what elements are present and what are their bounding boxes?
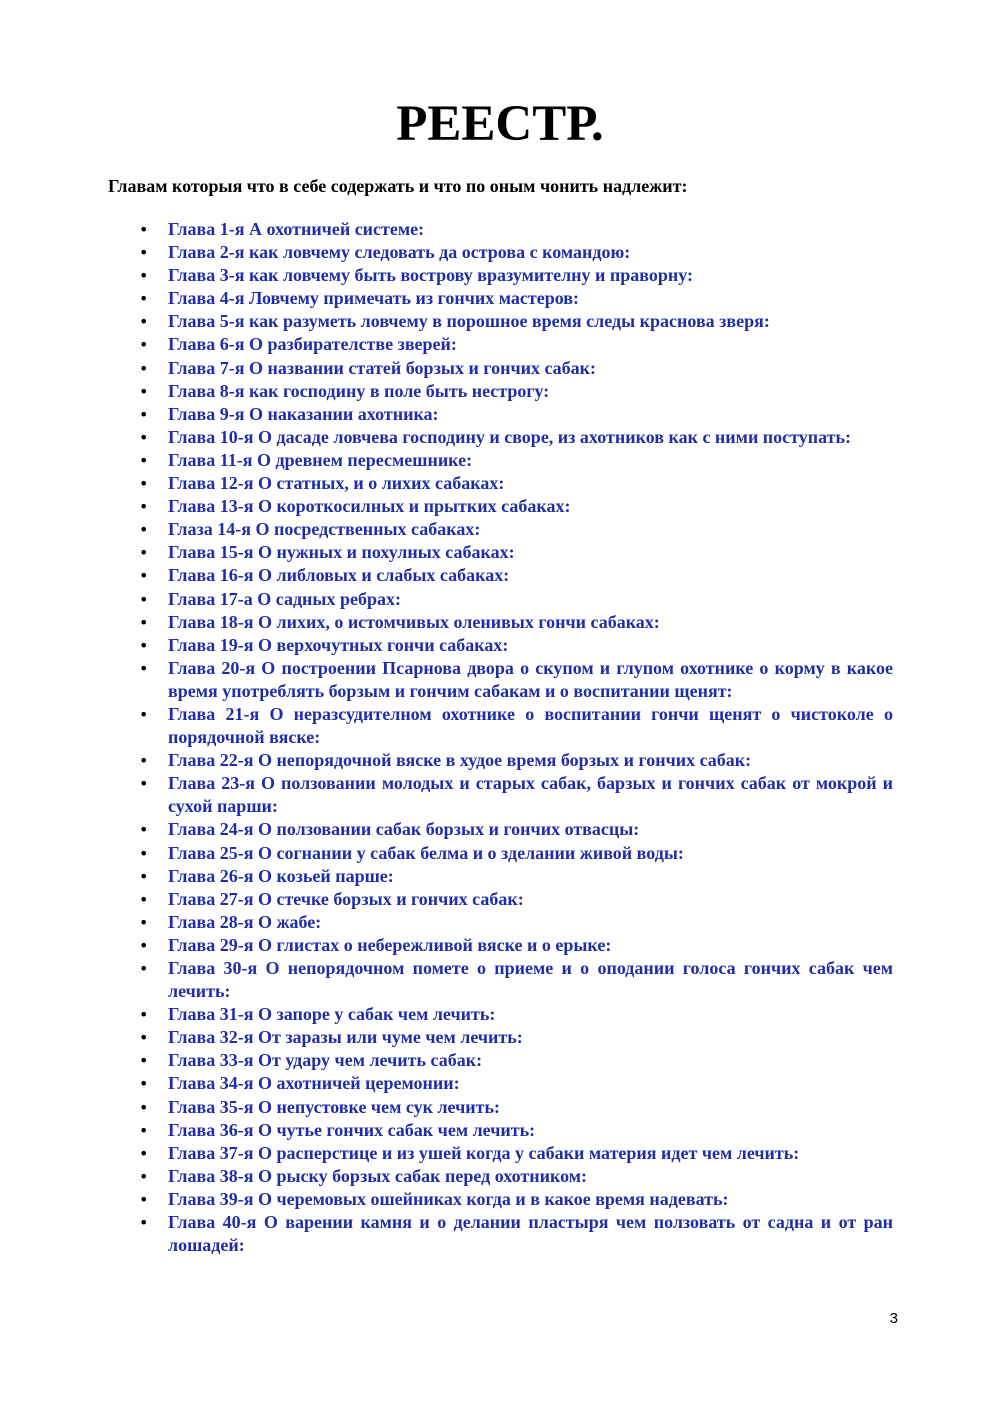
- chapter-label: Глава 15-я О нужных и похулных сабаках:: [168, 542, 515, 563]
- bullet-icon: •: [139, 427, 149, 447]
- registry-subtitle: Главам которыя что в себе содержать и что по оным чонить надлежит:: [108, 176, 688, 196]
- chapter-label: Глава 23-я О ползовании молодых и старых сабак, барзых и гончих сабак от мокрой и сухой парши:: [168, 773, 893, 817]
- chapter-item: [0, 911, 893, 934]
- chapter-item: [0, 287, 893, 310]
- bullet-icon: •: [139, 1189, 149, 1209]
- chapter-label: Глава 24-я О ползовании сабак борзых и гончих отвасцы:: [168, 819, 640, 840]
- chapter-item: [0, 1165, 893, 1188]
- bullet-icon: •: [139, 381, 149, 401]
- chapter-label: Глава 4-я Ловчему примечать из гончих мастеров:: [168, 288, 579, 309]
- chapter-label: Глава 37-я О расперстице и из ушей когда у сабаки материя идет чем лечить:: [168, 1142, 800, 1163]
- chapter-item: [0, 703, 893, 749]
- chapter-label: Глава 7-я О названии статей борзых и гончих сабак:: [168, 357, 597, 378]
- chapter-item: [0, 1188, 893, 1211]
- bullet-icon: •: [139, 635, 149, 655]
- chapter-item: [0, 842, 893, 865]
- chapter-item: [0, 1119, 893, 1142]
- chapter-item: [0, 818, 893, 841]
- bullet-icon: •: [139, 1051, 149, 1071]
- chapter-item: [0, 472, 893, 495]
- bullet-icon: •: [139, 474, 149, 494]
- bullet-icon: •: [139, 959, 149, 978]
- chapter-item: [0, 218, 893, 241]
- bullet-icon: •: [139, 843, 149, 863]
- chapter-item: [0, 1003, 893, 1026]
- chapter-list: [0, 218, 1000, 1257]
- chapter-label: Глава 9-я О наказании ахотника:: [168, 403, 439, 424]
- bullet-icon: •: [139, 1028, 149, 1048]
- bullet-icon: •: [139, 658, 149, 678]
- bullet-icon: •: [139, 1166, 149, 1186]
- chapter-item: [0, 588, 893, 611]
- chapter-label: Глава 19-я О верхочутных гончи сабаках:: [168, 634, 509, 655]
- chapter-item: [0, 564, 893, 587]
- chapter-label: Глава 16-я О либловых и слабых сабаках:: [168, 565, 510, 586]
- bullet-icon: •: [139, 566, 149, 586]
- bullet-icon: •: [139, 935, 149, 955]
- chapter-item: [0, 934, 893, 957]
- chapter-label: Глава 11-я О древнем пересмешнике:: [168, 449, 473, 470]
- bullet-icon: •: [139, 866, 149, 886]
- chapter-label: Глава 6-я О разбирателстве зверей:: [168, 334, 457, 355]
- chapter-label: Глава 30-я О непорядочном помете о приеме и о оподании голоса гончих сабак чем лечить:: [168, 958, 893, 1002]
- chapter-label: Глава 39-я О черемовых ошейниках когда и в какое время надевать:: [168, 1188, 729, 1209]
- page-number: 3: [889, 1310, 898, 1327]
- chapter-item: [0, 241, 893, 264]
- chapter-item: [0, 657, 893, 703]
- chapter-item: [0, 611, 893, 634]
- chapter-item: [0, 1026, 893, 1049]
- bullet-icon: •: [139, 912, 149, 932]
- chapter-item: [0, 1072, 893, 1095]
- chapter-label: Глава 31-я О запоре у сабак чем лечить:: [168, 1004, 496, 1025]
- chapter-item: [0, 541, 893, 564]
- chapter-label: Глава 36-я О чутье гончих сабак чем лечить:: [168, 1119, 536, 1140]
- chapter-item: [0, 333, 893, 356]
- bullet-icon: •: [139, 358, 149, 378]
- chapter-label: Глава 2-я как ловчему следовать да острова с командою:: [168, 242, 631, 263]
- bullet-icon: •: [139, 220, 149, 239]
- chapter-label: Глаза 14-я О посредственных сабаках:: [168, 519, 481, 540]
- bullet-icon: •: [139, 1120, 149, 1140]
- bullet-icon: •: [139, 243, 149, 263]
- chapter-label: Глава 26-я О козьей парше:: [168, 865, 394, 886]
- chapter-item: [0, 403, 893, 426]
- chapter-item: [0, 865, 893, 888]
- chapter-label: Глава 17-а О садных ребрах:: [168, 588, 401, 609]
- chapter-item: [0, 264, 893, 287]
- chapter-item: [0, 495, 893, 518]
- bullet-icon: •: [139, 543, 149, 563]
- bullet-icon: •: [139, 1097, 149, 1117]
- chapter-label: Глава 12-я О статных, и о лихих сабаках:: [168, 473, 505, 494]
- chapter-label: Глава 38-я О рыску борзых сабак перед охотником:: [168, 1165, 587, 1186]
- chapter-label: Глава 13-я О короткосилных и прытких сабаках:: [168, 496, 571, 517]
- chapter-label: Глава 40-я О варении камня и о делании пластыря чем ползовать от садна и от ран лошадей:: [168, 1212, 893, 1256]
- chapter-item: [0, 772, 893, 818]
- chapter-label: Глава 3-я как ловчему быть вострову вразумителну и праворну:: [168, 265, 694, 286]
- bullet-icon: •: [139, 704, 149, 724]
- page-title: РЕЕСТР.: [396, 96, 604, 152]
- chapter-label: Глава 22-я О непорядочной вяске в худое время борзых и гончих сабак:: [168, 750, 752, 771]
- bullet-icon: •: [139, 497, 149, 517]
- chapter-item: [0, 357, 893, 380]
- bullet-icon: •: [139, 520, 149, 540]
- chapter-label: Глава 35-я О непустовке чем сук лечить:: [168, 1096, 500, 1117]
- bullet-icon: •: [139, 589, 149, 609]
- chapter-label: Глава 1-я А охотничей системе:: [168, 219, 425, 239]
- chapter-item: [0, 380, 893, 403]
- chapter-label: Глава 32-я От заразы или чуме чем лечить:: [168, 1027, 523, 1048]
- bullet-icon: •: [139, 266, 149, 286]
- chapter-item: [0, 1096, 893, 1119]
- bullet-icon: •: [139, 450, 149, 470]
- chapter-item: [0, 310, 893, 333]
- chapter-label: Глава 5-я как разуметь ловчему в порошное время следы краснова зверя:: [168, 311, 770, 332]
- chapter-item: [0, 1142, 893, 1165]
- chapter-label: Глава 20-я О построении Псарнова двора о скупом и глупом охотнике о корму в какое время употреблять борзым и гончим сабакам и о воспитании щенят:: [168, 657, 893, 701]
- chapter-label: Глава 10-я О дасаде ловчева господину и своре, из ахотников как с ними поступать:: [168, 426, 852, 447]
- bullet-icon: •: [139, 404, 149, 424]
- bullet-icon: •: [139, 820, 149, 840]
- bullet-icon: •: [139, 1143, 149, 1163]
- chapter-item: [0, 957, 893, 1003]
- chapter-label: Глава 29-я О глистах о небережливой вяске и о ерыке:: [168, 934, 612, 955]
- bullet-icon: •: [139, 1074, 149, 1094]
- chapter-item: [0, 888, 893, 911]
- bullet-icon: •: [139, 751, 149, 771]
- chapter-label: Глава 8-я как господину в поле быть нестрогу:: [168, 380, 550, 401]
- chapter-label: Глава 28-я О жабе:: [168, 911, 322, 932]
- chapter-label: Глава 34-я О ахотничей церемонии:: [168, 1073, 460, 1094]
- chapter-label: Глава 18-я О лихих, о истомчивых оленивых гончи сабаках:: [168, 611, 660, 632]
- chapter-item: [0, 634, 893, 657]
- bullet-icon: •: [139, 312, 149, 332]
- chapter-label: Глава 33-я От удару чем лечить сабак:: [168, 1050, 483, 1071]
- chapter-item: [0, 1049, 893, 1072]
- chapter-label: Глава 25-я О согнании у сабак белма и о зделании живой воды:: [168, 842, 684, 863]
- chapter-item: [0, 518, 893, 541]
- bullet-icon: •: [139, 1213, 149, 1233]
- bullet-icon: •: [139, 289, 149, 309]
- chapter-label: Глава 27-я О стечке борзых и гончих сабак:: [168, 888, 524, 909]
- chapter-item: [0, 449, 893, 472]
- bullet-icon: •: [139, 1005, 149, 1025]
- bullet-icon: •: [139, 335, 149, 355]
- chapter-item: [0, 749, 893, 772]
- bullet-icon: •: [139, 612, 149, 632]
- bullet-icon: •: [139, 889, 149, 909]
- chapter-item: [0, 1211, 893, 1257]
- chapter-label: Глава 21-я О неразсудителном охотнике о воспитании гончи щенят о чистоколе о порядочной вяске:: [168, 703, 893, 748]
- chapter-item: [0, 426, 893, 449]
- bullet-icon: •: [139, 774, 149, 794]
